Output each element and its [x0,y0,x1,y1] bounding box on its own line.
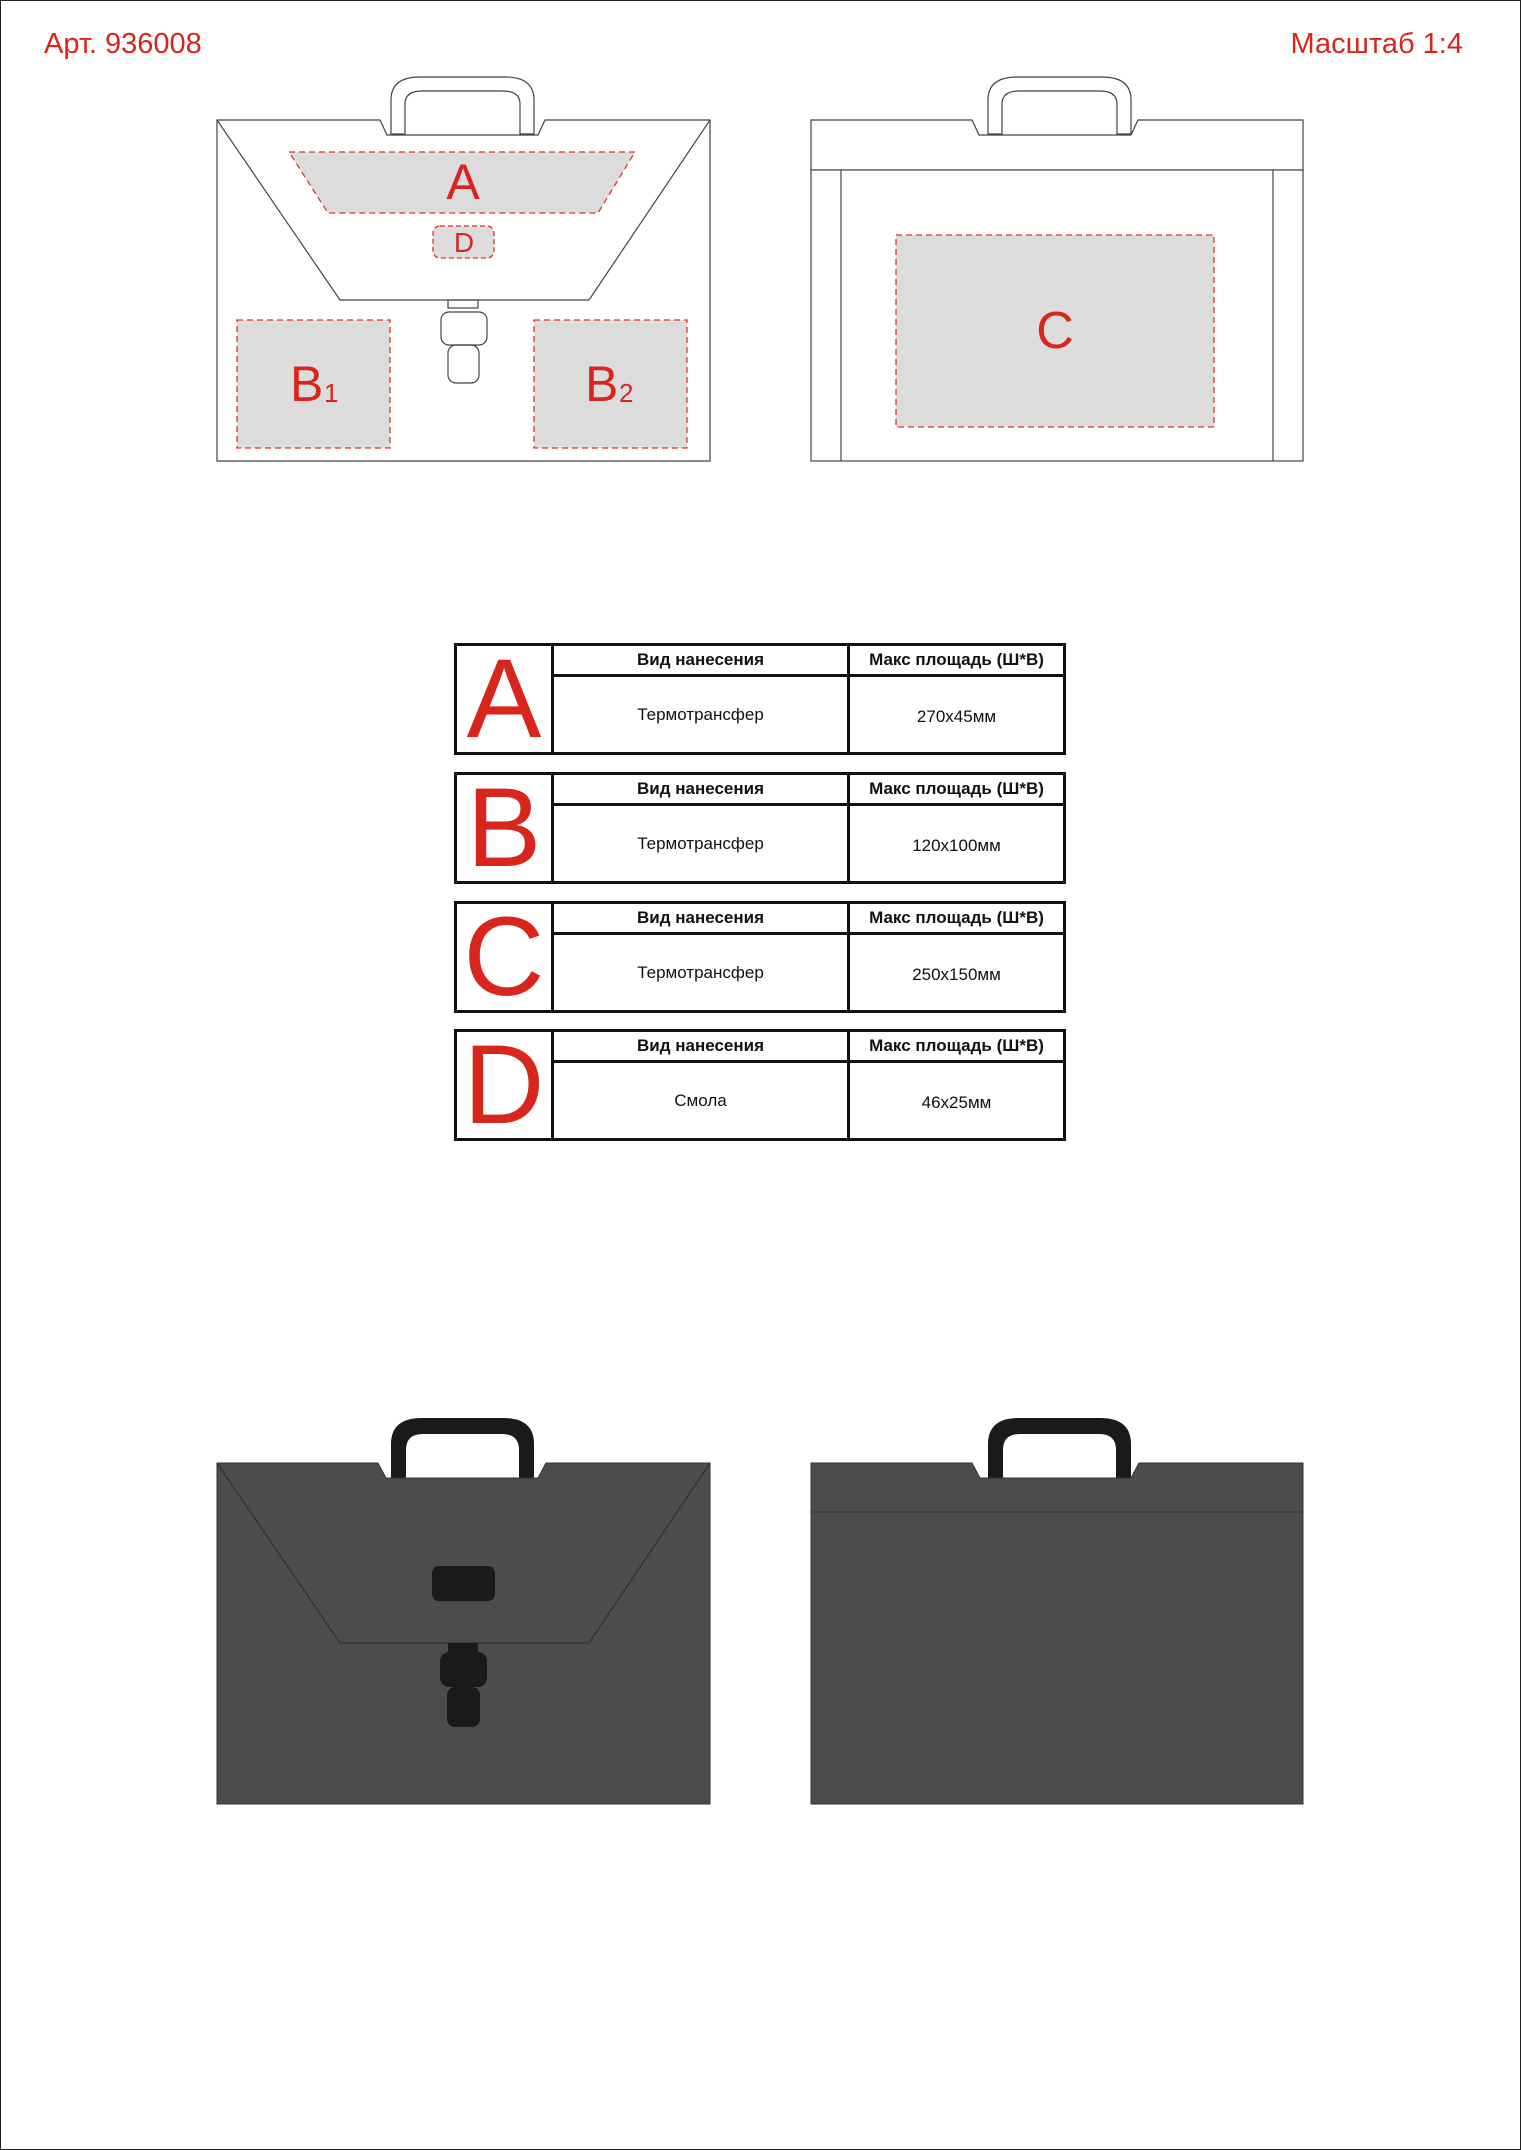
col-area-header: Макс площадь (Ш*В) [850,904,1063,935]
spec-letter: B [457,775,554,881]
zone-d-label: D [453,227,475,258]
method-value: Термотрансфер [554,806,850,881]
zone-b1 [237,320,390,448]
spec-letter: C [457,904,554,1010]
zone-c [896,235,1214,427]
zone-d [433,226,494,258]
back-product-handle [988,1418,1131,1478]
area-value: 46x25мм [921,1092,992,1112]
area-value: 250x150мм [912,964,1001,984]
method-value: Термотрансфер [554,935,850,1010]
back-product-top-strip [811,1463,1303,1512]
spec-letter: A [457,646,554,752]
zone-b2-sub: 2 [619,378,634,408]
col-method-header: Вид нанесения [554,775,850,806]
scale-label: Масштаб 1:4 [1290,28,1463,60]
zone-b1-sub: 1 [324,378,339,408]
zone-a-label: A [446,154,480,210]
col-area-header: Макс площадь (Ш*В) [850,775,1063,806]
col-method-header: Вид нанесения [554,904,850,935]
spec-table-a [454,636,1066,761]
col-method-header: Вид нанесения [554,1032,850,1063]
col-method-header: Вид нанесения [554,646,850,677]
front-product [217,1418,710,1804]
method-value: Смола [554,1063,850,1138]
front-handle [391,77,534,134]
area-value: 270x45мм [916,706,997,726]
back-product [811,1418,1303,1804]
front-product-clasp-tab [447,1687,480,1727]
zone-b2 [534,320,687,448]
article-number: Арт. 936008 [44,28,202,60]
spec-table-d [454,1022,1066,1147]
front-product-clasp-lock [440,1652,487,1687]
front-product-badge [432,1566,495,1601]
front-product-handle [391,1418,534,1478]
back-product-body [811,1512,1303,1804]
back-handle [988,77,1131,134]
method-value: Термотрансфер [554,677,850,752]
col-area-header: Макс площадь (Ш*В) [850,646,1063,677]
zone-a [289,152,635,213]
front-product-clasp-strip [448,1643,478,1652]
spec-table-b [454,765,1066,890]
spec-letter: D [457,1032,554,1138]
col-area-header: Макс площадь (Ш*В) [850,1032,1063,1063]
zone-b1-label: B [290,356,324,412]
spec-table-c [454,894,1066,1019]
area-value: 120x100мм [912,835,1001,855]
zone-b2-label: B [585,356,619,412]
zone-c-label: C [1036,302,1074,360]
front-product-body [217,1463,710,1804]
back-top-strip [811,120,1303,170]
